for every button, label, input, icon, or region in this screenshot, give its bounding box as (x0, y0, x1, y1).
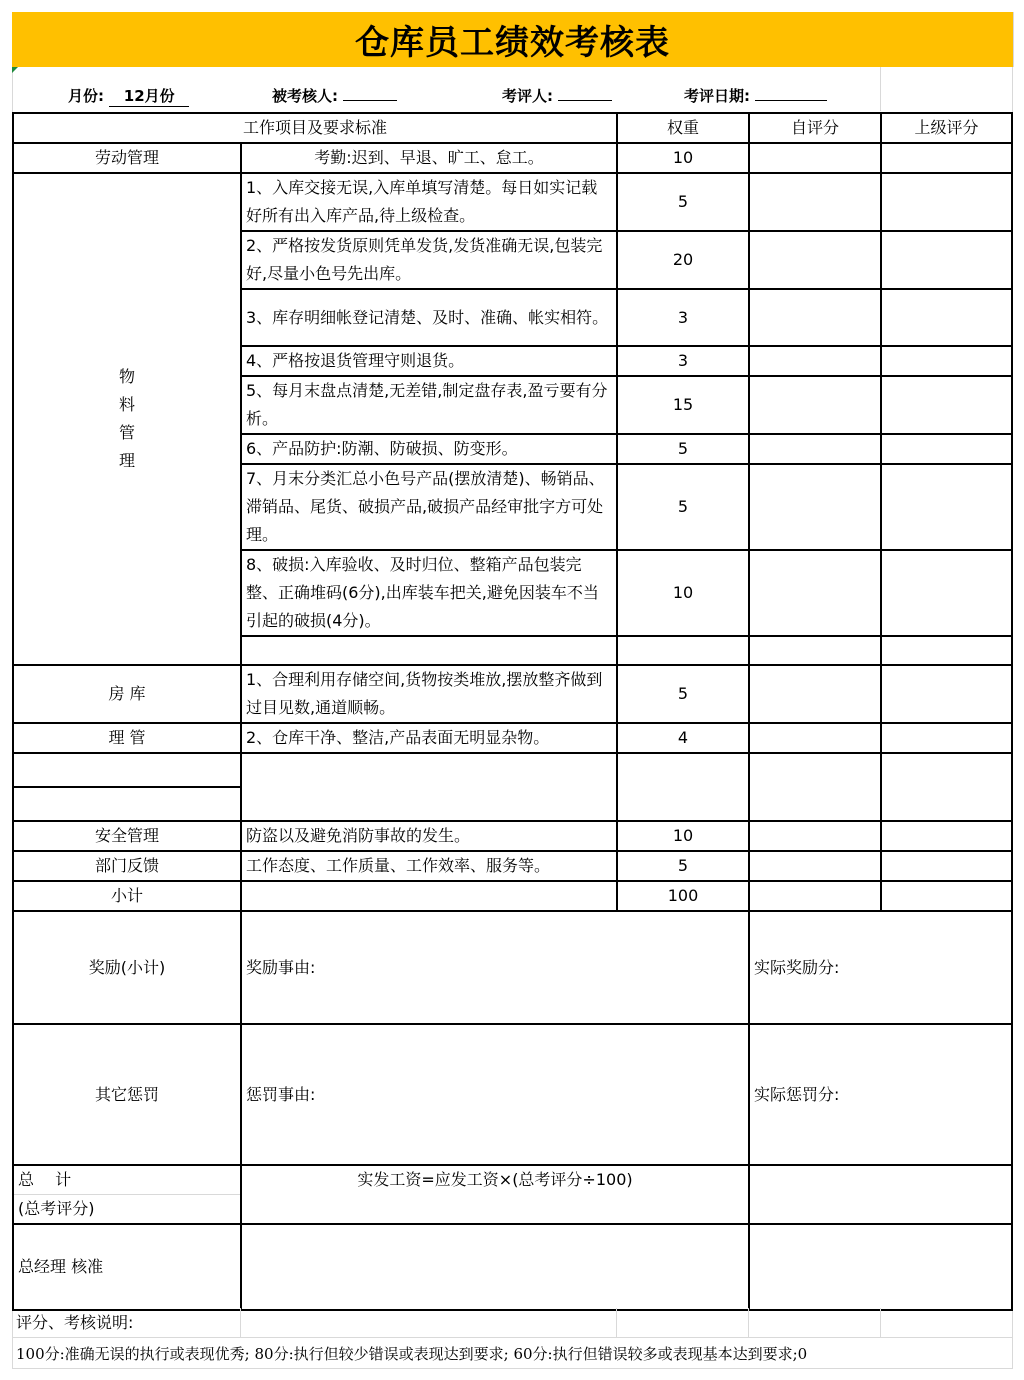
date-value[interactable] (755, 100, 827, 101)
self-score-cell[interactable] (749, 851, 881, 881)
date-field[interactable] (684, 85, 827, 106)
col-self-score-header: 自评分 (749, 113, 881, 143)
item-text: 1、合理利用存储空间,货物按类堆放,摆放整齐做到过目见数,通道顺畅。 (241, 665, 617, 723)
superior-score-cell[interactable] (881, 231, 1012, 289)
category-labor: 劳动管理 (13, 143, 241, 173)
superior-score-cell[interactable] (881, 723, 1012, 753)
table-row (13, 143, 1012, 173)
item-text: 8、破损:入库验收、及时归位、整箱产品包装完整、正确堆码(6分),出库装车把关,避免因装车不当引起的破损(4分)。 (241, 550, 617, 636)
self-score-cell[interactable] (749, 346, 881, 376)
item-text: 2、仓库干净、整洁,产品表面无明显杂物。 (241, 723, 617, 753)
gridline (616, 1308, 617, 1338)
gridline (748, 1308, 749, 1338)
self-score-cell[interactable] (749, 753, 881, 821)
reviewer-label: 考评人: (502, 87, 553, 105)
superior-score-cell[interactable] (881, 665, 1012, 723)
table-row (13, 665, 1012, 723)
weight-cell: 5 (617, 851, 749, 881)
notes-label-row (12, 1308, 1013, 1338)
weight-cell: 3 (617, 289, 749, 346)
column-header-row (13, 113, 1012, 143)
notes-scale-row (12, 1339, 1013, 1369)
item-text: 考勤:迟到、早退、旷工、怠工。 (241, 143, 617, 173)
reward-actual[interactable]: 实际奖励分: (749, 911, 1012, 1024)
item-text: 2、严格按发货原则凭单发货,发货准确无误,包装完好,尽量小色号先出库。 (241, 231, 617, 289)
category-empty (13, 787, 241, 821)
approval-row (13, 1224, 1012, 1310)
page-title: 仓库员工绩效考核表 (355, 23, 670, 63)
gridline (880, 1308, 881, 1338)
weight-cell: 15 (617, 376, 749, 434)
self-score-cell[interactable] (749, 550, 881, 636)
weight-cell: 20 (617, 231, 749, 289)
item-text (241, 636, 617, 665)
table-row (13, 723, 1012, 753)
superior-score-cell[interactable] (881, 550, 1012, 636)
weight-cell: 10 (617, 550, 749, 636)
self-score-cell[interactable] (749, 434, 881, 464)
assessee-label: 被考核人: (272, 87, 338, 105)
notes-label: 评分、考核说明: (16, 1313, 134, 1332)
item-text: 4、严格按退货管理守则退货。 (241, 346, 617, 376)
subtotal-weight: 100 (617, 881, 749, 911)
date-label: 考评日期: (684, 87, 750, 105)
total-label-line2: (总考评分) (18, 1199, 95, 1218)
table-row (13, 821, 1012, 851)
self-score-cell[interactable] (749, 173, 881, 231)
total-label (13, 1165, 241, 1224)
weight-cell (617, 753, 749, 821)
item-text: 1、入库交接无误,入库单填写清楚。每日如实记载好所有出入库产品,待上级检查。 (241, 173, 617, 231)
header-row (12, 67, 1013, 111)
gridline (240, 1308, 241, 1338)
item-text: 5、每月末盘点清楚,无差错,制定盘存表,盈亏要有分析。 (241, 376, 617, 434)
approval-signature-cell[interactable] (749, 1224, 1012, 1310)
self-score-cell[interactable] (749, 723, 881, 753)
item-text (241, 881, 617, 911)
weight-cell: 5 (617, 665, 749, 723)
col-items-header: 工作项目及要求标准 (13, 113, 617, 143)
approval-label: 总经理 核准 (13, 1224, 241, 1310)
reward-reason[interactable]: 奖励事由: (241, 911, 749, 1024)
superior-score-cell[interactable] (881, 753, 1012, 821)
self-score-cell[interactable] (749, 881, 881, 911)
category-feedback: 部门反馈 (13, 851, 241, 881)
col-superior-score-header: 上级评分 (881, 113, 1012, 143)
superior-score-cell[interactable] (881, 464, 1012, 550)
weight-cell: 3 (617, 346, 749, 376)
item-text: 工作态度、工作质量、工作效率、服务等。 (241, 851, 617, 881)
superior-score-cell[interactable] (881, 376, 1012, 434)
notes-scale: 100分:准确无误的执行或表现优秀; 80分:执行但较少错误或表现达到要求; 60分:执行但错误较多或表现基本达到要求;0 (16, 1345, 808, 1363)
month-value[interactable]: 12月份 (109, 85, 189, 107)
table-row (13, 753, 1012, 787)
superior-score-cell[interactable] (881, 821, 1012, 851)
superior-score-cell[interactable] (881, 636, 1012, 665)
superior-score-cell[interactable] (881, 346, 1012, 376)
self-score-cell[interactable] (749, 231, 881, 289)
weight-cell: 4 (617, 723, 749, 753)
self-score-cell[interactable] (749, 143, 881, 173)
total-score-cell[interactable] (749, 1165, 1012, 1224)
category-empty (13, 753, 241, 787)
table-row (13, 851, 1012, 881)
weight-cell: 5 (617, 434, 749, 464)
item-text: 防盗以及避免消防事故的发生。 (241, 821, 617, 851)
reward-label: 奖励(小计) (13, 911, 241, 1024)
superior-score-cell[interactable] (881, 851, 1012, 881)
self-score-cell[interactable] (749, 636, 881, 665)
superior-score-cell[interactable] (881, 289, 1012, 346)
self-score-cell[interactable] (749, 464, 881, 550)
category-material (13, 173, 241, 665)
item-text: 3、库存明细帐登记清楚、及时、准确、帐实相符。 (241, 289, 617, 346)
weight-cell: 5 (617, 464, 749, 550)
weight-cell: 10 (617, 821, 749, 851)
total-row (13, 1165, 1012, 1224)
category-warehouse-line2: 理 管 (13, 723, 241, 753)
reward-row (13, 911, 1012, 1024)
penalty-reason[interactable]: 惩罚事由: (241, 1024, 749, 1165)
reviewer-field[interactable] (502, 85, 612, 106)
self-score-cell[interactable] (749, 665, 881, 723)
weight-cell: 5 (617, 173, 749, 231)
assessment-table (12, 112, 1013, 1311)
category-safety: 安全管理 (13, 821, 241, 851)
col-weight-header: 权重 (617, 113, 749, 143)
total-formula: 实发工资=应发工资×(总考评分÷100) (241, 1165, 749, 1224)
weight-cell (617, 636, 749, 665)
subtotal-label: 小计 (13, 881, 241, 911)
item-text (241, 753, 617, 821)
approval-cell[interactable] (241, 1224, 749, 1310)
total-label-line1: 总 计 (14, 1166, 240, 1195)
superior-score-cell[interactable] (881, 173, 1012, 231)
month-field[interactable] (68, 85, 189, 107)
category-material-label: 物 料 管 理 (118, 367, 135, 470)
assessee-value[interactable] (343, 100, 397, 101)
weight-cell: 10 (617, 143, 749, 173)
self-score-cell[interactable] (749, 289, 881, 346)
penalty-actual[interactable]: 实际惩罚分: (749, 1024, 1012, 1165)
assessee-field[interactable] (272, 85, 397, 106)
superior-score-cell[interactable] (881, 881, 1012, 911)
self-score-cell[interactable] (749, 821, 881, 851)
penalty-row (13, 1024, 1012, 1165)
reviewer-value[interactable] (558, 100, 612, 101)
item-text: 7、月末分类汇总小色号产品(摆放清楚)、畅销品、滞销品、尾货、破损产品,破损产品经审批字方可处理。 (241, 464, 617, 550)
month-label: 月份: (68, 87, 104, 105)
self-score-cell[interactable] (749, 376, 881, 434)
superior-score-cell[interactable] (881, 143, 1012, 173)
penalty-label: 其它惩罚 (13, 1024, 241, 1165)
title-bar (12, 12, 1014, 67)
subtotal-row (13, 881, 1012, 911)
item-text: 6、产品防护:防潮、防破损、防变形。 (241, 434, 617, 464)
superior-score-cell[interactable] (881, 434, 1012, 464)
table-row (13, 173, 1012, 231)
category-warehouse-line1: 房 库 (13, 665, 241, 723)
